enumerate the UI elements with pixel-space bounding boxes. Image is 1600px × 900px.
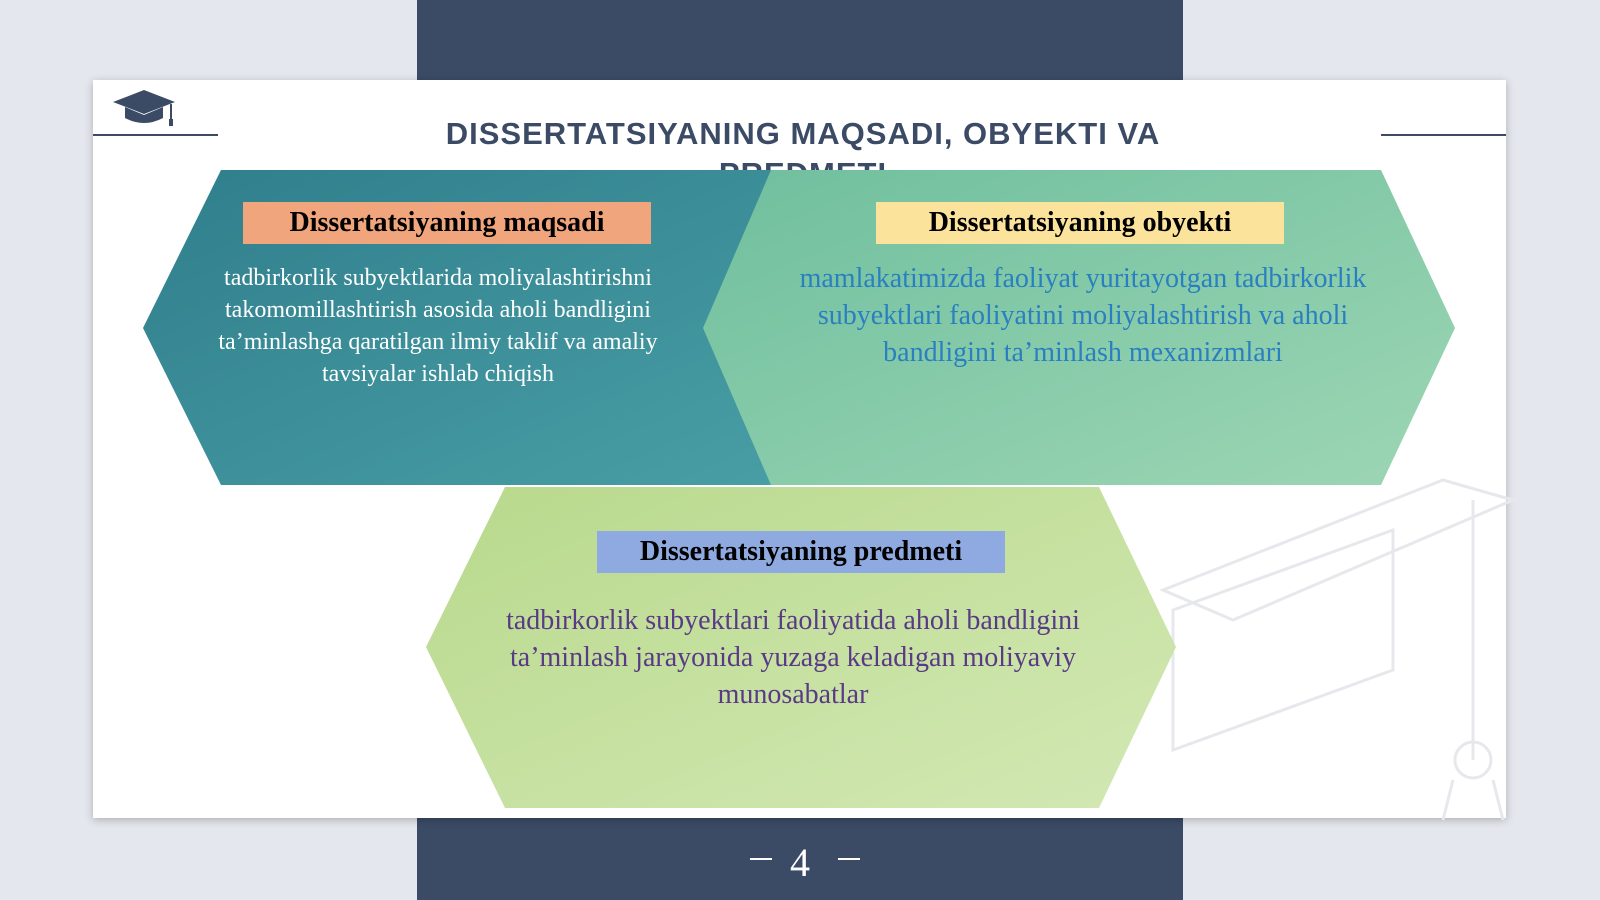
object-label: Dissertatsiyaning obyekti [876, 202, 1284, 244]
goal-text: tadbirkorlik subyektlarida moliyalashtirishni takomomillashtirish asosida aholi bandligini ta’minlashga qaratilgan ilmiy taklif va amaliy tavsiyalar ishlab chiqish [218, 265, 658, 387]
page-title: DISSERTATSIYANING MAQSADI, OBYEKTI VA [445, 116, 1161, 151]
object-text: mamlakatimizda faoliyat yuritayotgan tadbirkorlik subyektlari faoliyatini moliyalashtirish va aholi bandligini ta’minlash mexanizmlari [799, 263, 1367, 368]
subject-text: tadbirkorlik subyektlari faoliyatida aholi bandligini ta’minlash jarayonida yuzaga keladigan moliyaviy munosabatlar [506, 605, 1080, 710]
slide-card [93, 80, 1506, 818]
goal-label: Dissertatsiyaning maqsadi [243, 202, 651, 244]
page-number: 4 [790, 840, 810, 885]
top-band [417, 0, 1183, 80]
subject-label: Dissertatsiyaning predmeti [597, 531, 1005, 573]
page-dash-right [838, 858, 860, 860]
